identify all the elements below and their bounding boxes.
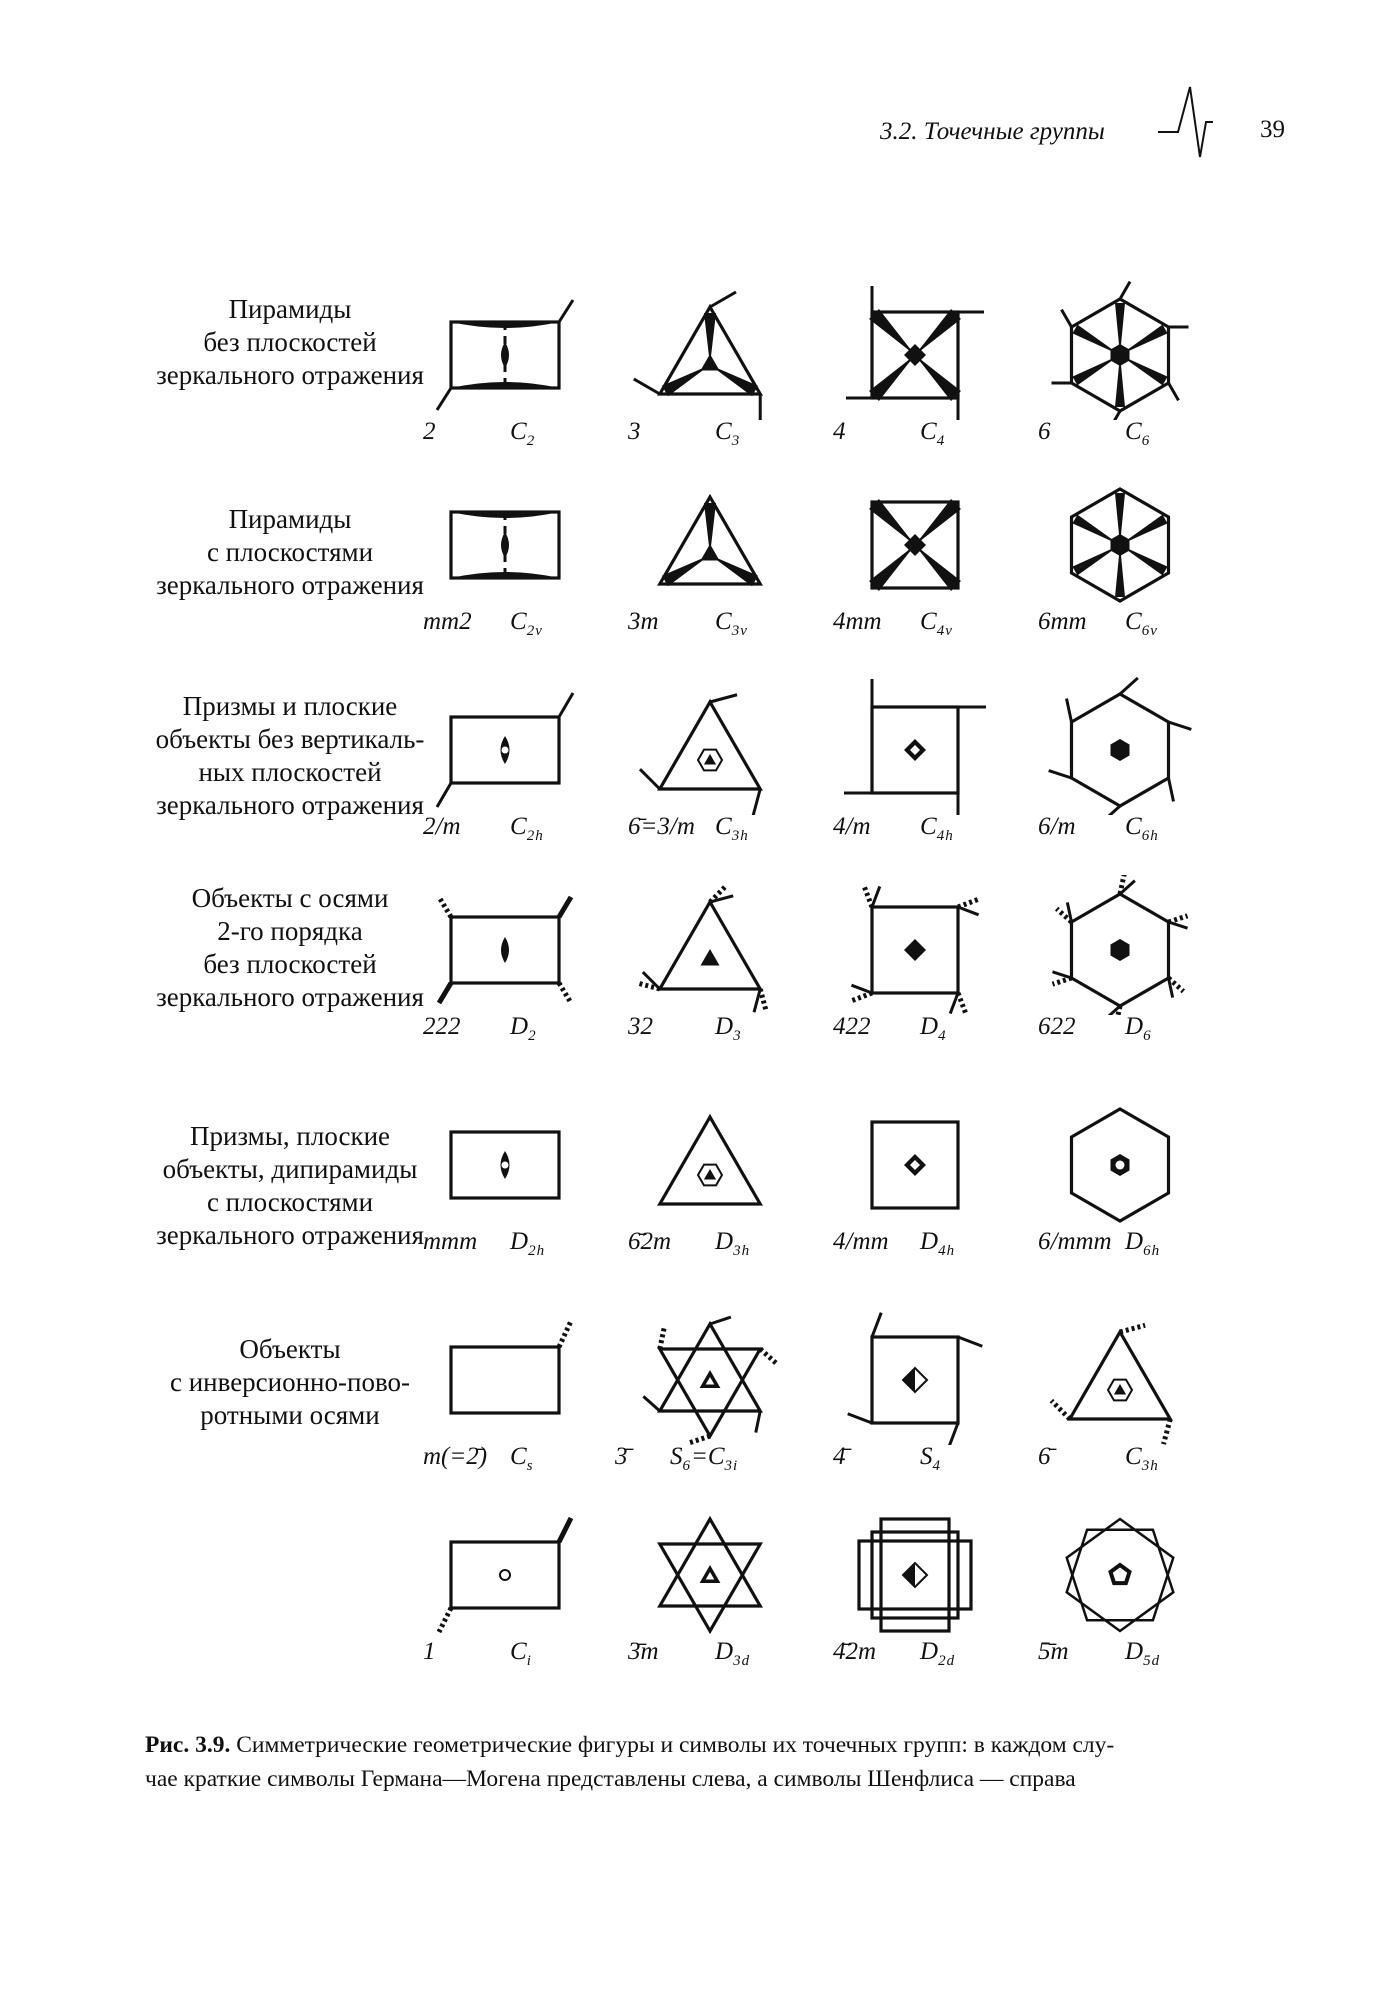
figure-cell-r3-c1	[405, 675, 605, 850]
section-title: 3.2. Точечные группы	[880, 118, 1105, 145]
symmetry-figure-r6-c4	[1020, 1305, 1220, 1445]
hermann-mauguin-symbol: 32	[628, 1013, 653, 1040]
figure-cell-r7-c1	[405, 1500, 605, 1675]
hermann-mauguin-symbol: mmm	[423, 1228, 478, 1255]
hermann-mauguin-symbol: 3m	[628, 608, 659, 635]
hermann-mauguin-symbol: 3	[628, 418, 641, 445]
figure-cell-r1-c1	[405, 280, 605, 455]
schoenflies-symbol: $C_s$	[510, 1443, 534, 1474]
figure-cell-r4-c3	[815, 875, 1015, 1050]
row-label-4: Объекты с осями 2-го порядка без плоскостей зеркального отражения	[156, 883, 424, 1012]
symmetry-figure-r2-c3	[815, 470, 1015, 610]
figure-cell-r5-c3	[815, 1090, 1015, 1265]
figure-cell-r7-c3	[815, 1500, 1015, 1675]
figure-cell-r5-c4	[1020, 1090, 1220, 1265]
symmetry-figure-r1-c3	[815, 280, 1015, 420]
running-header	[880, 110, 1300, 160]
symmetry-figure-r3-c2	[610, 675, 810, 815]
hermann-mauguin-symbol: 3̄m	[628, 1638, 659, 1665]
schoenflies-symbol: $D_{2h}$	[510, 1228, 546, 1259]
symmetry-figure-r5-c4	[1020, 1090, 1220, 1230]
symmetry-figure-r5-c3	[815, 1090, 1015, 1230]
figure-cell-r1-c2	[610, 280, 810, 455]
hermann-mauguin-symbol: 4/m	[833, 813, 871, 840]
row-label-6: Объекты с инверсионно-пово- ротными осями	[169, 1334, 411, 1430]
schoenflies-symbol: $C_{4v}$	[920, 608, 953, 639]
symmetry-figure-r1-c1	[405, 280, 605, 420]
hermann-mauguin-symbol: 6̄	[1038, 1443, 1051, 1470]
row-label-5: Призмы, плоские объекты, дипирамиды с плоскостями зеркального отражения	[156, 1121, 424, 1250]
caption-text: Симметрические геометрические фигуры и символы их точечных групп: в каждом слу- чае краткие символы Германа—Могена представлены слева, а символы Шенфлиса — справа	[145, 1732, 1115, 1792]
figure-cell-r4-c1	[405, 875, 605, 1050]
row-label-1: Пирамиды без плоскостей зеркального отражения	[156, 294, 424, 390]
schoenflies-symbol: $D_3$	[715, 1013, 742, 1044]
symmetry-figure-r2-c4	[1020, 470, 1220, 610]
hermann-mauguin-symbol: 6/mmm	[1038, 1228, 1112, 1255]
figure-cell-r3-c4	[1020, 675, 1220, 850]
figure-cell-r4-c4	[1020, 875, 1220, 1050]
hermann-mauguin-symbol: 4	[833, 418, 846, 445]
figure-caption	[145, 1728, 1285, 1796]
page-number: 39	[1260, 116, 1285, 143]
symmetry-figure-r3-c4	[1020, 675, 1220, 815]
figure-cell-r3-c2	[610, 675, 810, 850]
symmetry-figure-r3-c1	[405, 675, 605, 815]
hermann-mauguin-symbol: 4/mm	[833, 1228, 889, 1255]
symmetry-figure-r4-c4	[1020, 875, 1220, 1015]
hermann-mauguin-symbol: 3̄	[615, 1443, 628, 1470]
figure-cell-r7-c2	[610, 1500, 810, 1675]
schoenflies-symbol: $C_4$	[920, 418, 946, 449]
symmetry-figure-r3-c3	[815, 675, 1015, 815]
hermann-mauguin-symbol: 1	[423, 1638, 436, 1665]
symmetry-figure-r6-c1	[405, 1305, 605, 1445]
figure-cell-r3-c3	[815, 675, 1015, 850]
heartbeat-ornament-icon	[1158, 82, 1238, 162]
hermann-mauguin-symbol: 4̄	[833, 1443, 846, 1470]
hermann-mauguin-symbol: 422	[833, 1013, 871, 1040]
hermann-mauguin-symbol: 222	[423, 1013, 461, 1040]
schoenflies-symbol: $D_{5d}$	[1125, 1638, 1161, 1669]
hermann-mauguin-symbol: 6mm	[1038, 608, 1087, 635]
figure-cell-r4-c2	[610, 875, 810, 1050]
symmetry-figure-r5-c1	[405, 1090, 605, 1230]
schoenflies-symbol: $C_{3h}$	[1125, 1443, 1159, 1474]
figure-cell-r1-c4	[1020, 280, 1220, 455]
schoenflies-symbol: $D_2$	[510, 1013, 537, 1044]
schoenflies-symbol: $S_4$	[920, 1443, 941, 1474]
hermann-mauguin-symbol: 5̄m	[1038, 1638, 1069, 1665]
symmetry-figure-r2-c1	[405, 470, 605, 610]
schoenflies-symbol: $C_{4h}$	[920, 813, 954, 844]
symmetry-figure-r1-c4	[1020, 280, 1220, 420]
hermann-mauguin-symbol: 6̄=3/m	[628, 813, 695, 840]
figure-cell-r2-c4	[1020, 470, 1220, 645]
figure-cell-r2-c1	[405, 470, 605, 645]
symmetry-figure-r6-c2	[610, 1305, 810, 1445]
schoenflies-symbol: $S_6=C_{3i}$	[670, 1443, 739, 1474]
schoenflies-symbol: $D_4$	[920, 1013, 947, 1044]
hermann-mauguin-symbol: 4̄2m	[833, 1638, 877, 1665]
hermann-mauguin-symbol: 6̄2m	[628, 1228, 672, 1255]
schoenflies-symbol: $C_i$	[510, 1638, 532, 1669]
symmetry-figure-r7-c4	[1020, 1500, 1220, 1640]
schoenflies-symbol: $D_{4h}$	[920, 1228, 956, 1259]
schoenflies-symbol: $C_3$	[715, 418, 741, 449]
row-label-3: Призмы и плоские объекты без вертикаль- ных плоскостей зеркального отражения	[155, 691, 425, 820]
symmetry-figure-r7-c1	[405, 1500, 605, 1640]
figure-cell-r2-c3	[815, 470, 1015, 645]
hermann-mauguin-symbol: 2	[423, 418, 436, 445]
hermann-mauguin-symbol: mm2	[423, 608, 472, 635]
symmetry-figure-r4-c2	[610, 875, 810, 1015]
schoenflies-symbol: $D_{2d}$	[920, 1638, 956, 1669]
schoenflies-symbol: $C_6$	[1125, 418, 1151, 449]
figure-cell-r6-c1	[405, 1305, 605, 1480]
symmetry-figure-r5-c2	[610, 1090, 810, 1230]
schoenflies-symbol: $C_2$	[510, 418, 536, 449]
hermann-mauguin-symbol: 6	[1038, 418, 1051, 445]
figure-cell-r5-c1	[405, 1090, 605, 1265]
figure-cell-r6-c2	[610, 1305, 810, 1480]
hermann-mauguin-symbol: m(=2̄)	[423, 1443, 488, 1470]
figure-cell-r6-c3	[815, 1305, 1015, 1480]
hermann-mauguin-symbol: 622	[1038, 1013, 1076, 1040]
figure-cell-r1-c3	[815, 280, 1015, 455]
symmetry-figure-r2-c2	[610, 470, 810, 610]
figure-cell-r7-c4	[1020, 1500, 1220, 1675]
figure-cell-r6-c4	[1020, 1305, 1220, 1480]
symmetry-figure-r4-c3	[815, 875, 1015, 1015]
hermann-mauguin-symbol: 2/m	[423, 813, 461, 840]
schoenflies-symbol: $C_{2v}$	[510, 608, 543, 639]
figure-cell-r5-c2	[610, 1090, 810, 1265]
schoenflies-symbol: $C_{2h}$	[510, 813, 544, 844]
schoenflies-symbol: $D_{3d}$	[715, 1638, 751, 1669]
caption-lead: Рис. 3.9.	[145, 1732, 231, 1758]
schoenflies-symbol: $D_6$	[1125, 1013, 1152, 1044]
schoenflies-symbol: $C_{6v}$	[1125, 608, 1158, 639]
symmetry-figure-r4-c1	[405, 875, 605, 1015]
figure-cell-r2-c2	[610, 470, 810, 645]
schoenflies-symbol: $C_{6h}$	[1125, 813, 1159, 844]
symmetry-figure-r6-c3	[815, 1305, 1015, 1445]
symmetry-figure-r7-c3	[815, 1500, 1015, 1640]
schoenflies-symbol: $C_{3v}$	[715, 608, 748, 639]
hermann-mauguin-symbol: 4mm	[833, 608, 882, 635]
schoenflies-symbol: $D_{3h}$	[715, 1228, 751, 1259]
symmetry-figure-r7-c2	[610, 1500, 810, 1640]
schoenflies-symbol: $D_{6h}$	[1125, 1228, 1161, 1259]
hermann-mauguin-symbol: 6/m	[1038, 813, 1076, 840]
row-label-2: Пирамиды с плоскостями зеркального отражения	[156, 504, 424, 600]
symmetry-figure-r1-c2	[610, 280, 810, 420]
schoenflies-symbol: $C_{3h}$	[715, 813, 749, 844]
